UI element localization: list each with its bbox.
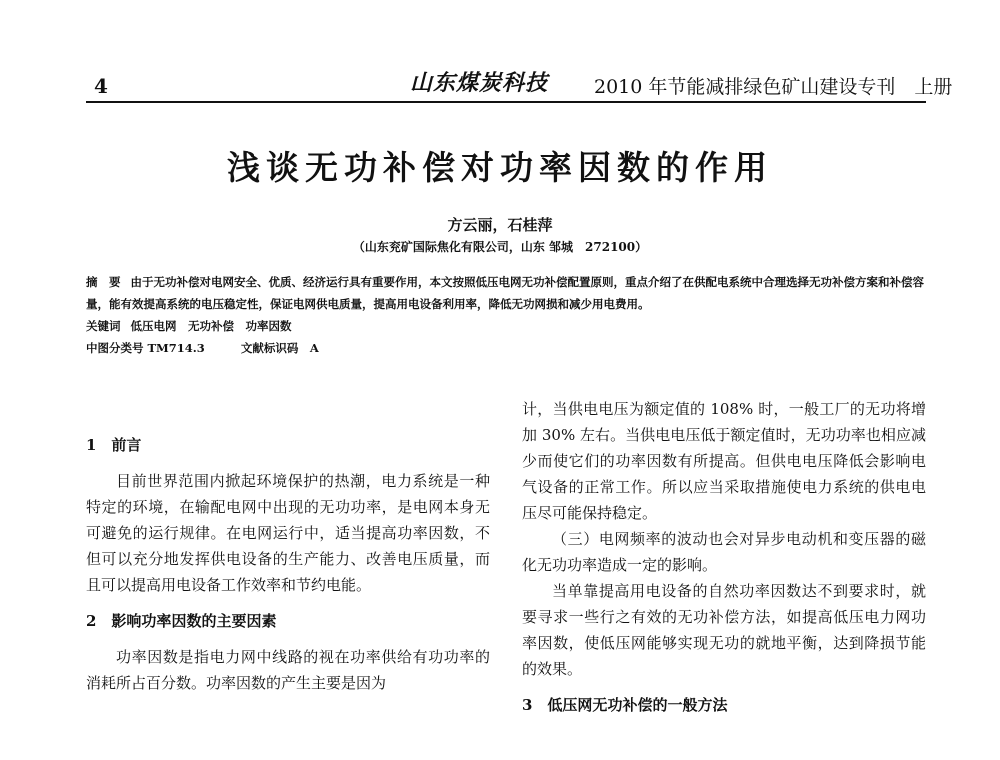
keywords-text: 低压电网 无功补偿 功率因数 [130, 319, 292, 333]
abstract [86, 271, 926, 315]
paragraph: （三）电网频率的波动也会对异步电动机和变压器的磁化无功功率造成一定的影响。 [522, 530, 926, 574]
classification-line [86, 337, 926, 359]
document-code: 文献标识码 A [240, 341, 319, 355]
keywords-label: 关键词 [86, 319, 121, 333]
paragraph: 计，当供电电压为额定值的 108% 时，一般工厂的无功将增加 30% 左右。当供电电压低于额定值时，无功功率也相应减少而使它们的功率因数有所提高。但供电电压降低会影响电气设备的正常工作。所以应当采取措施使电力系统的供电电压尽可能保持稳定。 [522, 400, 926, 522]
classification: 中图分类号 TM714.3 [86, 341, 205, 355]
left-column [86, 396, 490, 696]
page-number: 4 [94, 74, 108, 98]
right-column [522, 396, 926, 718]
authors: 方云丽，石桂萍 [447, 216, 553, 234]
header-rule [86, 101, 926, 103]
section-heading-2: 2 影响功率因数的主要因素 [86, 612, 277, 630]
keywords [86, 315, 926, 337]
paragraph: 功率因数是指电力网中线路的视在功率供给有功功率的消耗所占百分数。功率因数的产生主要是因为 [86, 648, 490, 692]
abstract-block [86, 271, 926, 359]
issue-title: 2010 年节能减排绿色矿山建设专刊 上册 [594, 76, 953, 98]
article-title: 浅谈无功补偿对功率因数的作用 [227, 148, 773, 187]
abstract-label: 摘 要 [86, 275, 121, 289]
section-heading-3: 3 低压网无功补偿的一般方法 [522, 696, 728, 714]
section-heading-1: 1 前言 [86, 436, 142, 454]
paragraph: 目前世界范围内掀起环境保护的热潮，电力系统是一种特定的环境，在输配电网中出现的无功功率，是电网本身无可避免的运行规律。在电网运行中，适当提高功率因数，不但可以充分地发挥供电设备的生产能力、改善电压质量，而且可以提高用电设备工作效率和节约电能。 [86, 472, 490, 594]
paragraph: 当单靠提高用电设备的自然功率因数达不到要求时，就要寻求一些行之有效的无功补偿方法，如提高低压电力网功率因数，使低压网能够实现无功的就地平衡，达到降损节能的效果。 [522, 582, 926, 678]
abstract-text: 由于无功补偿对电网安全、优质、经济运行具有重要作用，本文按照低压电网无功补偿配置原则，重点介绍了在供配电系统中合理选择无功补偿方案和补偿容量，能有效提高系统的电压稳定性，保证电网供电质量，提高用电设备利用率，降低无功网损和减少用电费用。 [86, 275, 924, 311]
affiliation: （山东兖矿国际焦化有限公司，山东 邹城 272100） [352, 240, 648, 254]
journal-name: 山东煤炭科技 [410, 70, 549, 96]
